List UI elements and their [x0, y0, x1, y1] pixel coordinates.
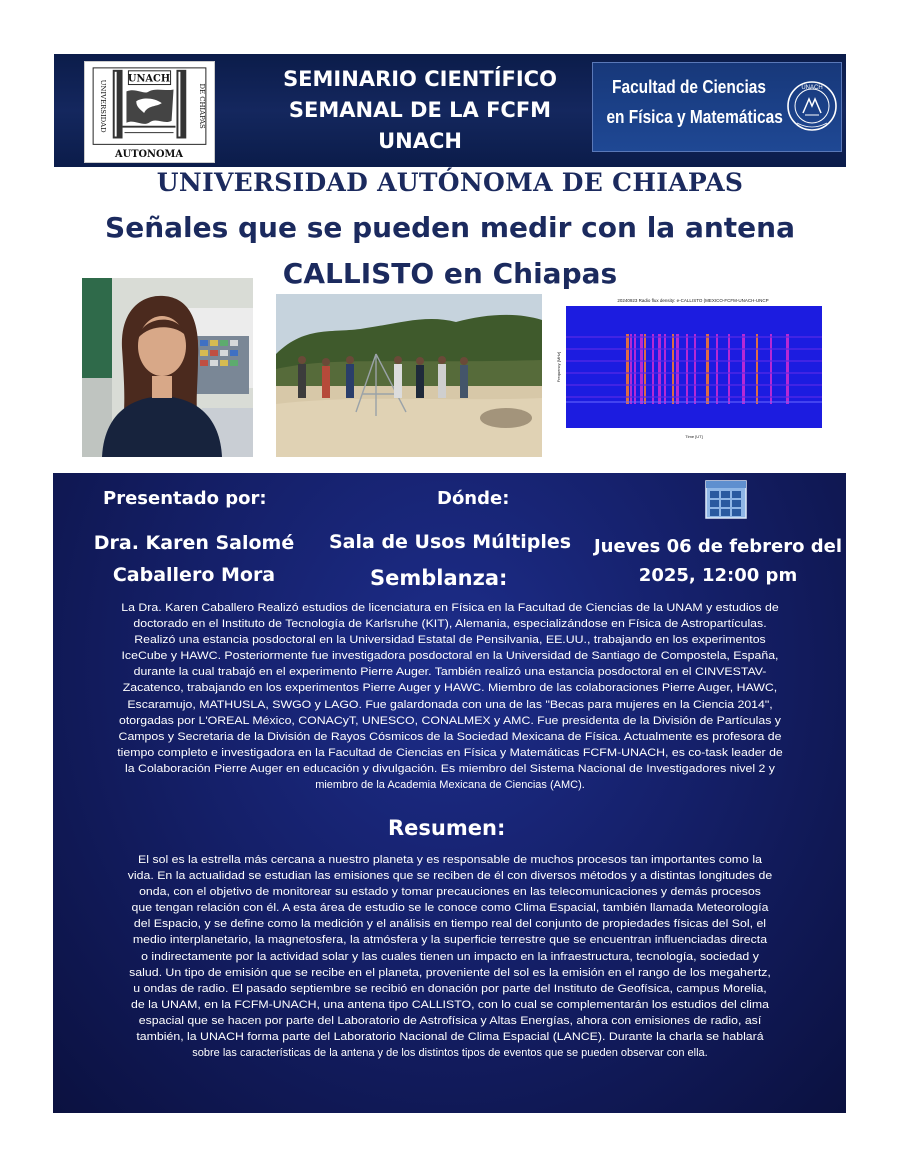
- abstract-line: también, la UNACH forma parte del Laboratorio Nacional de Clima Espacial (LANCE). Durante la charla se hablará: [136, 1031, 764, 1044]
- spectrogram-burst: [770, 334, 772, 404]
- spectrogram-burst: [634, 334, 636, 404]
- faculty-name-line: en Física y Matemáticas: [606, 107, 783, 127]
- spectrogram-burst: [706, 334, 709, 404]
- abstract-text: [90, 852, 810, 1061]
- abstract-line: medio interplanetario, la magnetosfera, la atmósfera y la superficie terrestre que se encuentran influenciadas directa: [132, 934, 768, 947]
- abstract-line: espacial que se hacen por parte del Laboratorio de Astrofísica y Altas Energías, ahora con emisiones de radio, así: [138, 1014, 762, 1027]
- spectrogram-burst: [694, 334, 696, 404]
- spectrogram-title: 20240923 Radio flux density: e-CALLISTO (MEXICO-FCFM-UNACH-UNCP: [617, 298, 769, 303]
- spectrogram-burst: [630, 334, 632, 404]
- resumen-heading: Resumen:: [388, 816, 506, 840]
- spectrogram-band: [566, 396, 822, 398]
- faculty-name: [606, 72, 783, 132]
- bio-line: Escaramujo, MATHUSLA, SWGO y LAGO. Fue galardonada con una de las "Becas para mujeres en la Ciencia 2014",: [127, 698, 773, 711]
- abstract-line: del Espacio, y se define como la medición y el análisis en tiempo real del conjunto de propiedades físicas del Sol, el: [133, 918, 767, 931]
- talk-title-line: Señales que se pueden medir con la antena: [105, 211, 795, 244]
- abstract-line: sobre las características de la antena y de los distintos tipos de eventos que se pueden observar con ella.: [192, 1047, 708, 1060]
- bio-line: La Dra. Karen Caballero Realizó estudios de licenciatura en Física en la Facultad de Ciencias de la UNAM y estudios de: [121, 602, 779, 614]
- spectrogram-band: [566, 348, 822, 350]
- logo-side-right-text: DE CHIAPAS: [197, 83, 206, 129]
- seminar-title-line: SEMANAL DE LA FCFM: [288, 98, 552, 122]
- abstract-line: de la UNAM, en la FCFM-UNACH, una antena tipo CALLISTO, con lo cual se complementarán los estudios del clima: [131, 998, 769, 1011]
- spectrogram-burst: [626, 334, 629, 404]
- talk-title-line: CALLISTO en Chiapas: [282, 257, 618, 290]
- spectrogram-band: [566, 336, 822, 338]
- unach-logo-icon: [84, 61, 215, 163]
- event-date: [588, 532, 848, 590]
- spectrogram-burst: [742, 334, 745, 404]
- abstract-line: salud. Un tipo de emisión que se recibe en el planeta, proveniente del sol es la emisión en el rango de los megahertz,: [129, 966, 771, 979]
- seminar-title-line: UNACH: [378, 129, 462, 153]
- abstract-line: vida. En la actualidad se estudian las emisiones que se reciben de él con diversos métodos y a distintas longitudes de: [127, 870, 773, 883]
- speaker-name-line: Caballero Mora: [112, 564, 276, 586]
- bio-line: tiempo completo e investigadora en la Facultad de Ciencias en Física y Matemáticas FCFM-UNACH, es co-task leader de: [117, 746, 783, 759]
- spectrogram-xlabel: Time [UT]: [685, 434, 703, 439]
- abstract-line: u ondas de radio. El pasado septiembre se recibió en donación por parte del Instituto de Geofísica, campus Morelia,: [133, 982, 767, 995]
- abstract-line: onda, con el objetivo de monitorear su estado y tomar precauciones en las telecomunicaciones y demás procesos: [139, 886, 761, 899]
- spectrogram-burst: [672, 334, 674, 404]
- spectrogram-burst: [676, 334, 679, 404]
- bio-line: Campos y Secretaria de la División de Rayos Cósmicos de la Sociedad Mexicana de Física. Actualmente es profesora de: [118, 730, 782, 743]
- event-date-line: 2025, 12:00 pm: [638, 565, 798, 586]
- spectrogram-burst: [716, 334, 718, 404]
- seminar-title: [250, 64, 590, 157]
- presented-by-label: Presentado por:: [103, 488, 267, 509]
- speaker-name-line: Dra. Karen Salomé: [93, 532, 295, 554]
- spectrogram-band: [566, 360, 822, 362]
- spectrogram-burst: [640, 334, 643, 404]
- spectrogram-burst: [644, 334, 646, 404]
- seminar-title-line: SEMINARIO CIENTÍFICO: [283, 67, 557, 91]
- speaker-name: [80, 527, 308, 591]
- spectrogram-ylabel: Frequency [MHz]: [556, 351, 561, 383]
- calendar-icon: [705, 478, 747, 520]
- spectrogram-band: [566, 372, 822, 374]
- bio-line: durante la cual trabajó en el experimento Pierre Auger. También realizó una estancia posdoctoral en el CINVESTAV-: [133, 666, 767, 679]
- event-date-line: Jueves 06 de febrero del: [593, 536, 843, 557]
- semblanza-heading: Semblanza:: [370, 566, 508, 590]
- abstract-line: que tengan relación con él. A esta área de estudio se le conoce como Clima Espacial, también llamada Meteorología: [131, 902, 769, 915]
- bio-line: la Colaboración Pierre Auger en educación y divulgación. Es miembro del Sistema Nacional de Investigadores nivel 2 y: [125, 762, 775, 775]
- university-name: UNIVERSIDAD AUTÓNOMA DE CHIAPAS: [156, 168, 744, 197]
- bio-line: IceCube y HAWC. Posteriormente fue investigadora posdoctoral en la Universidad de Santiago de Compostela, España,: [121, 650, 779, 663]
- spectrogram-burst: [756, 334, 758, 404]
- logo-bottom-text: AUTONOMA: [115, 149, 183, 161]
- spectrogram-burst: [728, 334, 730, 404]
- fcfm-seal-icon: [785, 73, 839, 139]
- spectrogram-burst: [658, 334, 661, 404]
- bio-line: Zacatenco, trabajando en los experimentos Pierre Auger y HAWC. Miembro de las colaboraciones Pierre Auger, HAWC,: [122, 682, 778, 695]
- faculty-name-line: Facultad de Ciencias: [612, 77, 766, 97]
- logo-text: UNACH: [127, 73, 171, 85]
- abstract-line: El sol es la estrella más cercana a nuestro planeta y es responsable de muchos procesos tan importantes como la: [138, 854, 762, 866]
- seal-text: UNACH: [801, 85, 823, 91]
- bio-line: doctorado en el Instituto de Tecnología de Karlsruhe (KIT), Alemania, especializándose en Física de Astropartículas.: [133, 618, 767, 631]
- radio-spectrogram: [556, 294, 830, 440]
- spectrogram-burst: [686, 334, 688, 404]
- bio-line: miembro de la Academia Mexicana de Ciencias (AMC).: [315, 779, 585, 792]
- venue: Sala de Usos Múltiples: [329, 531, 572, 553]
- faculty-banner: [592, 62, 842, 152]
- spectrogram-band: [566, 384, 822, 386]
- spectrogram-burst: [652, 334, 654, 404]
- where-label: Dónde:: [437, 488, 510, 509]
- speaker-photo: [82, 278, 253, 457]
- logo-side-left-text: UNIVERSIDAD: [98, 79, 107, 133]
- abstract-line: o indirectamente por la actividad solar y las cuales tienen un impacto en la infraestructura, tecnología, sociedad y: [141, 950, 759, 963]
- bio-line: Realizó una estancia posdoctoral en la Universidad Estatal de Pensilvania, EE.UU., trabajando en los experimentos: [134, 634, 766, 647]
- bio-line: otorgadas por L'OREAL México, CONACyT, UNESCO, CONALMEX y AMC. Fue presidenta de la División de Partículas y: [119, 714, 781, 727]
- spectrogram-burst: [786, 334, 789, 404]
- antenna-group-photo: [276, 294, 542, 457]
- spectrogram-burst: [664, 334, 666, 404]
- bio-text: [82, 600, 818, 793]
